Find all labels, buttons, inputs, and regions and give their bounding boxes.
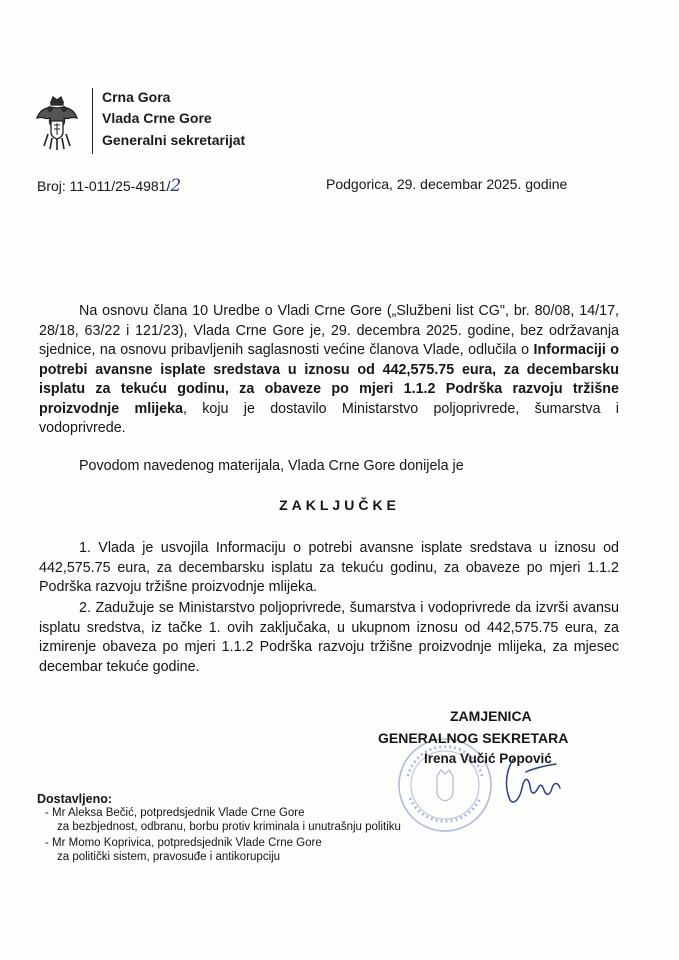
header-government: Vlada Crne Gore	[102, 110, 212, 126]
place-date: Podgorica, 29. decembar 2025. godine	[326, 176, 568, 192]
conclusion-item-1: 1. Vlada je usvojila Informaciju o potrebi avansne isplate sredstava u iznosu od 442,575.75 eura, za decembarsku isplatu za tekuću godinu, za obaveze po mjeri 1.1.2 Podrška razvoju tržišne proizvodnje mlijeka.	[39, 540, 619, 595]
reference-number-text: Broj: 11-011/25-4981/	[37, 178, 171, 194]
signatory-title-1: ZAMJENICA	[450, 708, 532, 724]
handwritten-signature-icon	[500, 752, 580, 810]
intro-paragraph	[39, 302, 619, 439]
header-secretariat: Generalni sekretarijat	[102, 132, 246, 148]
intro-text-b: , koju je dostavilo Ministarstvo poljoprivrede, šumarstva i vodoprivrede.	[39, 400, 619, 436]
coat-of-arms-icon	[34, 94, 80, 152]
reference-number	[37, 176, 181, 196]
distribution-item: - Mr Momo Koprivica, potpredsjednik Vlade Crne Gore	[45, 837, 322, 849]
header-divider	[92, 88, 93, 154]
conclusions-title: ZAKLJUČKE	[279, 497, 400, 513]
header-country: Crna Gora	[102, 89, 171, 105]
handwritten-suffix: 2	[170, 176, 182, 196]
intro-text-a: Na osnovu člana 10 Uredbe o Vladi Crne Gore („Službeni list CG", br. 80/08, 14/17, 28/18, 63/22 i 121/23), Vlada Crne Gore je, 29. decembra 2025. godine, bez održavanja sjednice, na osnovu pribavljenih saglasnosti većine članova Vlade, odlučila o	[39, 303, 619, 358]
distribution-item: - Mr Aleksa Bečić, potpredsjednik Vlade Crne Gore	[45, 807, 305, 819]
intro-bold-text: Informaciji o potrebi avansne isplate sredstava u iznosu od 442,575.75 eura, za decembarsku isplatu za tekuću godinu, za obaveze po mjeri 1.1.2 Podrška razvoju tržišne proizvodnje mlijeka	[39, 342, 620, 417]
distribution-item: za bezbjednost, odbranu, borbu protiv kriminala i unutrašnju politiku	[57, 821, 401, 833]
distribution-label: Dostavljeno:	[37, 792, 113, 806]
signatory-name: Irena Vučić Popović	[424, 751, 552, 766]
distribution-item: za politički sistem, pravosuđe i antikorupciju	[57, 851, 281, 863]
decision-paragraph: Povodom navedenog materijala, Vlada Crne Gore donijela je	[79, 458, 464, 474]
signatory-title-2: GENERALNOG SEKRETARA	[378, 730, 569, 746]
conclusion-item-2: 2. Zadužuje se Ministarstvo poljoprivrede, šumarstva i vodoprivrede da izvrši avansu isplatu sredstva, iz tačke 1. ovih zaključaka, u ukupnom iznosu od 442,575.75 eura, za izmirenje obaveza po mjeri 1.1.2 Podrška razvoju tržišne proizvodnje mlijeka, za mjesec decembar tekuće godine.	[39, 600, 619, 675]
